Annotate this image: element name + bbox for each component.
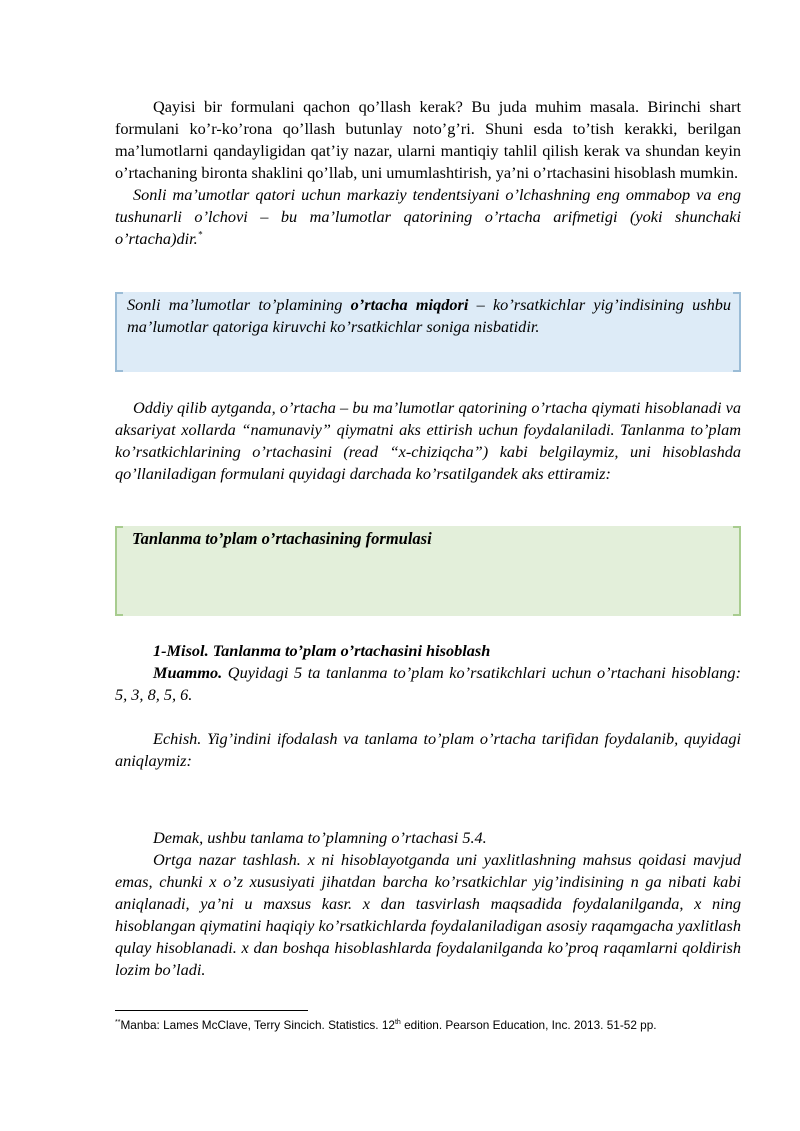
definition-after: – ko’rsatkichlar yig’indisining ushbu ma’lumotlar qatoriga kiruvchi ko’rsatkichlar soniga nisbatidir.	[127, 295, 731, 336]
problem-paragraph	[115, 662, 741, 706]
footnote-source-after: edition. Pearson Education, Inc. 2013. 51-52 pp.	[400, 1018, 657, 1032]
formula-box-left-bracket	[115, 526, 123, 616]
formula-box	[115, 526, 741, 616]
conclusion-paragraph: Demak, ushbu tanlama to’plamning o’rtachasi 5.4.	[153, 828, 487, 847]
page-body	[115, 96, 741, 250]
explanation-paragraph: Oddiy qilib aytganda, o’rtacha – bu ma’lumotlar qatorining o’rtacha qiymati hisoblanadi va aksariyat xollarda “namunaviy” qiymatni aks ettirish uchun foydalaniladi. Tanlanma to’plam ko’rsatkichlarining o’rtachasini (read “x-chiziqcha”) kabi belgilaymiz, uni hisoblashda qo’llaniladigan formulani quyidagi darchada ko’rsatilgandek aks ettiramiz:	[115, 398, 741, 483]
conclusion-block	[115, 827, 741, 981]
definition-box-right-bracket	[733, 292, 741, 372]
definition-before: Sonli ma’lumotlar to’plamining	[127, 295, 351, 314]
mean-intro-text: Sonli ma’umotlar qatori uchun markaziy tendentsiyani o’lchashning eng ommabop va eng tushunarli o’lchovi – bu ma’lumotlar qatorining o’rtacha arifmetigi (yoki shunchaki o’rtacha)dir.	[115, 185, 741, 248]
definition-box-left-bracket	[115, 292, 123, 372]
footnote-edition-suffix: th	[394, 1019, 401, 1027]
example-block	[115, 640, 741, 706]
definition-box	[115, 292, 741, 372]
problem-text: Quyidagi 5 ta tanlanma to’plam ko’rsatikchlari uchun o’rtachani hisoblang: 5, 3, 8, 5, 6.	[115, 663, 741, 704]
mean-intro-paragraph	[115, 184, 741, 250]
intro-paragraph: Qayisi bir formulani qachon qo’llash kerak? Bu juda muhim masala. Birinchi shart formulani ko’r-ko’rona qo’llash butunlay noto’g’ri. Shuni esda to’tish kerakki, berilgan ma’lumotlarni qandayligidan qat’iy nazar, ularni mantiqiy tahlil qilish kerak va shundan keyin o’rtachaning bironta shaklini qo’llab, uni umumlashtirish, ya’ni o’rtachasini hisoblash mumkin.	[115, 97, 741, 182]
formula-box-right-bracket	[733, 526, 741, 616]
definition-term: o’rtacha miqdori	[350, 295, 469, 314]
formula-box-title: Tanlanma to’plam o’rtachasining formulasi	[132, 529, 432, 548]
footnote-separator	[115, 1010, 308, 1011]
solution-block	[115, 728, 741, 772]
problem-label: Muammo.	[153, 663, 223, 682]
definition-text	[127, 294, 731, 338]
explanation-block	[115, 397, 741, 485]
example-heading: 1-Misol. Tanlanma to’plam o’rtachasini hisoblash	[153, 641, 491, 660]
lookback-paragraph: Ortga nazar tashlash. x ni hisoblayotganda uni yaxlitlashning mahsus qoidasi mavjud emas, chunki x o’z xususiyati jihatdan barcha ko’rsatkichlar yig’indisining n ga nibati kabi aniqlanadi, ya’ni u maxsus kasr. x dan tasvirlash maqsadida foydalanilganda, x ning hisoblangan qiymatini haqiqiy ko’rsatkichlarda foydalaniladigan asosiy raqamgacha yaxlitlash qulay hisoblanadi. x dan boshqa hisoblashlarda foydalanilganda ko’proq raqamlarni qoldirish lozim bo’ladi.	[115, 850, 741, 979]
footnote-reference: *	[197, 229, 203, 240]
footnote-source-before: Manba: Lames McClave, Terry Sincich. Statistics. 12	[120, 1018, 395, 1032]
footnote-mark: **	[115, 1019, 121, 1027]
footnote	[115, 1017, 755, 1033]
solution-paragraph: Echish. Yig’indini ifodalash va tanlama to’plam o’rtacha tarifidan foydalanib, quyidagi aniqlaymiz:	[115, 729, 741, 770]
